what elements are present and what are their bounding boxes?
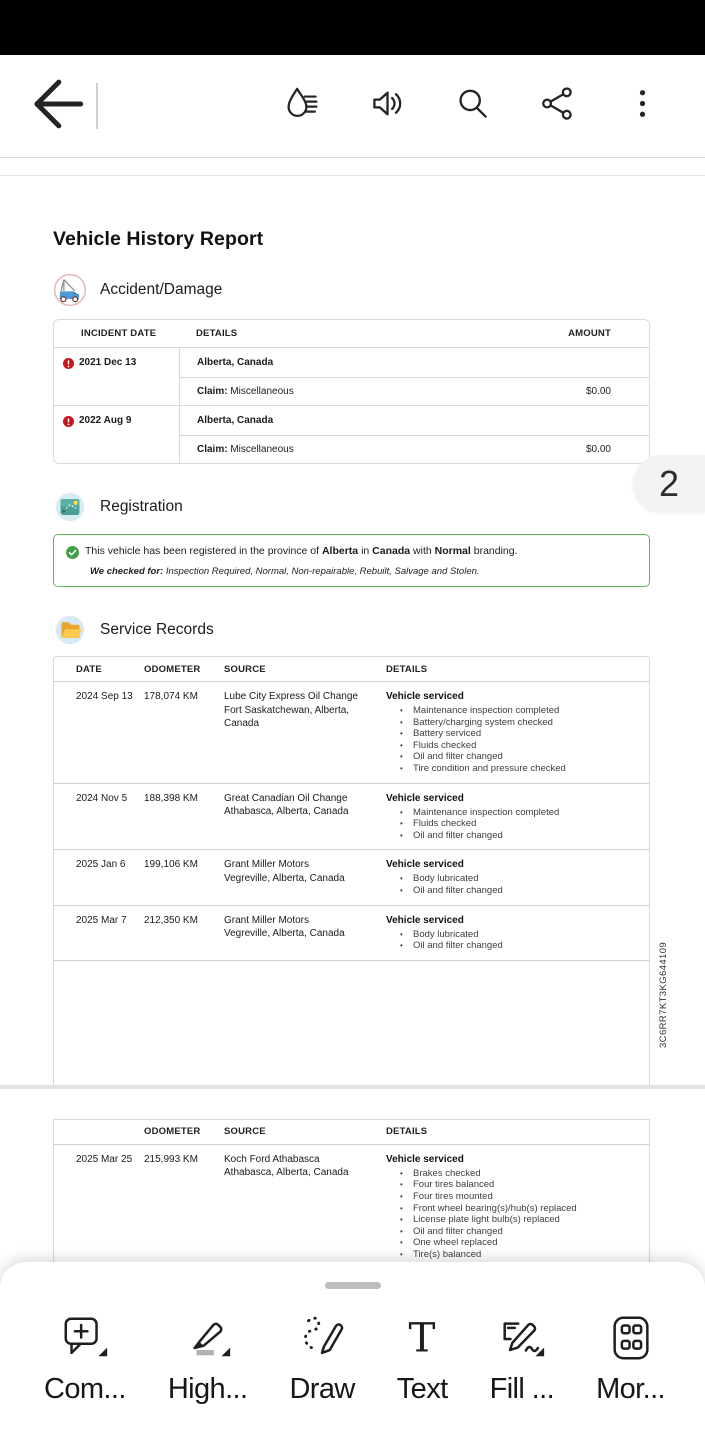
service-source: Great Canadian Oil Change Athabasca, Alberta, Canada: [224, 792, 349, 818]
tow-truck-icon: [53, 273, 87, 307]
registration-map-icon: [53, 490, 87, 524]
text-icon: [397, 1313, 447, 1363]
service-source: Grant Miller Motors Vegreville, Alberta, Canada: [224, 859, 345, 884]
section-accident-damage: [53, 273, 705, 307]
toolbar-divider: [96, 83, 98, 129]
service-source: Grant Miller Motors Vegreville, Alberta, Canada: [224, 914, 345, 940]
page-top-edge: [0, 175, 705, 176]
share-button[interactable]: [539, 88, 576, 125]
check-circle-icon: [66, 546, 79, 559]
col-amount: AMOUNT: [568, 328, 611, 339]
service-table-header: [54, 1120, 649, 1145]
col-odometer: ODOMETER: [144, 663, 201, 675]
fill-sign-tool[interactable]: [490, 1313, 554, 1406]
accident-row: [54, 406, 649, 463]
speaker-icon: [369, 85, 406, 127]
service-row: [54, 1145, 649, 1269]
service-odometer: 178,074 KM: [144, 691, 198, 702]
service-details: Vehicle serviced • Maintenance inspection completed • Fluids checked • Oil and filter changed: [386, 792, 641, 842]
service-table-continued: [53, 1119, 650, 1269]
accident-row: [54, 348, 649, 406]
overflow-menu-icon: [624, 85, 661, 127]
col-date: DATE: [76, 663, 102, 675]
incident-claim: Claim: Miscellaneous $0.00: [180, 435, 649, 464]
app-toolbar: [0, 55, 705, 158]
claim-amount: $0.00: [585, 385, 611, 397]
liquid-mode-button[interactable]: [284, 88, 321, 125]
page-number-indicator[interactable]: 2: [633, 455, 705, 512]
service-details: Vehicle serviced • Body lubricated • Oil and filter changed: [386, 858, 641, 896]
service-table: [53, 656, 650, 1085]
text-tool[interactable]: [397, 1313, 448, 1406]
tool-label: Text: [396, 1373, 448, 1405]
comment-icon: [60, 1313, 110, 1363]
read-aloud-button[interactable]: [369, 88, 406, 125]
drag-handle[interactable]: [325, 1282, 381, 1289]
incident-claim: Claim: Miscellaneous $0.00: [180, 377, 649, 406]
tool-label: Com...: [44, 1373, 126, 1405]
back-button[interactable]: [18, 76, 88, 136]
draw-tool[interactable]: [289, 1313, 354, 1406]
accident-table: [53, 319, 650, 464]
service-date: 2025 Mar 7: [76, 914, 127, 926]
col-details: DETAILS: [196, 328, 238, 339]
tool-label: Fill ...: [489, 1373, 555, 1405]
section-title-accident: Accident/Damage: [100, 281, 223, 298]
search-button[interactable]: [454, 88, 491, 125]
more-tools-icon: [606, 1313, 656, 1363]
highlight-icon: [183, 1313, 233, 1363]
col-details: DETAILS: [386, 663, 428, 675]
service-row: [54, 784, 649, 851]
incident-location: Alberta, Canada: [197, 414, 274, 426]
section-registration: [53, 490, 705, 524]
service-table-header: [54, 657, 649, 682]
draw-icon: [297, 1313, 347, 1363]
tool-label: High...: [167, 1373, 248, 1405]
section-title-registration: Registration: [100, 498, 183, 515]
tool-label: Mor...: [596, 1373, 665, 1405]
page-title: Vehicle History Report: [53, 228, 264, 250]
service-date: 2025 Mar 25: [76, 1153, 133, 1165]
service-details: Vehicle serviced • Maintenance inspection completed • Battery/charging system checked • Battery serviced • Fluids checked • Oil and filter changed • Tire condition and pressure checked: [386, 690, 641, 775]
service-odometer: 188,398 KM: [144, 792, 198, 804]
share-icon: [539, 85, 576, 127]
vin-vertical-text: 3C6RR7KT3KG644109: [658, 941, 669, 1048]
service-date: 2025 Jan 6: [76, 859, 126, 871]
back-arrow-icon: [18, 69, 88, 144]
service-odometer: 215,993 KM: [144, 1153, 198, 1165]
annotation-bottom-sheet: [0, 1262, 705, 1440]
incident-date: 2022 Aug 9: [54, 406, 179, 463]
incident-location: Alberta, Canada: [197, 356, 274, 368]
incident-date: 2021 Dec 13: [54, 348, 179, 405]
col-source: SOURCE: [224, 663, 266, 675]
service-details: Vehicle serviced • Body lubricated • Oil and filter changed: [386, 914, 641, 952]
overflow-menu-button[interactable]: [624, 88, 661, 125]
section-service-records: [53, 613, 705, 647]
col-incident-date: INCIDENT DATE: [81, 328, 157, 339]
alert-icon: [63, 416, 74, 427]
col-odometer: ODOMETER: [144, 1126, 201, 1138]
section-title-service: Service Records: [100, 621, 214, 638]
service-date: 2024 Nov 5: [76, 792, 128, 804]
service-details: Vehicle serviced • Brakes checked • Four tires balanced • Four tires mounted • Front wheel bearing(s)/hub(s) replaced • License plate light bulb(s) replaced • Oil and filter changed • One wheel replaced • Tire(s) balanced: [386, 1153, 641, 1261]
page-separator: [0, 1085, 705, 1089]
folder-icon: [53, 613, 87, 647]
service-date: 2024 Sep 13: [76, 691, 133, 702]
registration-statement: This vehicle has been registered in the province of Alberta in Canada with Normal branding.: [85, 545, 518, 557]
col-details: DETAILS: [386, 1126, 428, 1138]
registration-checked-for: We checked for: Inspection Required, Normal, Non-repairable, Rebuilt, Salvage and Stolen.: [90, 566, 480, 577]
comment-tool[interactable]: [44, 1313, 126, 1406]
search-icon: [454, 85, 491, 127]
service-odometer: 199,106 KM: [144, 859, 198, 871]
col-source: SOURCE: [224, 1126, 266, 1138]
svg-text:T: T: [408, 1314, 436, 1362]
pdf-viewer[interactable]: [0, 158, 705, 1440]
service-odometer: 212,350 KM: [144, 914, 198, 926]
service-row: [54, 850, 649, 905]
claim-amount: $0.00: [585, 443, 611, 455]
status-bar: [0, 0, 705, 55]
alert-icon: [63, 358, 74, 369]
service-source: Koch Ford Athabasca Athabasca, Alberta, Canada: [224, 1153, 349, 1179]
accident-table-header: [54, 320, 649, 348]
highlight-tool[interactable]: [168, 1313, 248, 1406]
more-tools-tool[interactable]: [596, 1313, 665, 1406]
tool-label: Draw: [289, 1373, 355, 1405]
service-source: Lube City Express Oil Change Fort Saskatchewan, Alberta, Canada: [224, 691, 358, 729]
registration-status-box: [53, 534, 650, 587]
liquid-mode-icon: [284, 85, 321, 127]
service-row: [54, 906, 649, 961]
service-row: [54, 682, 649, 784]
fill-sign-icon: [497, 1313, 547, 1363]
service-row-empty: [54, 961, 649, 1085]
